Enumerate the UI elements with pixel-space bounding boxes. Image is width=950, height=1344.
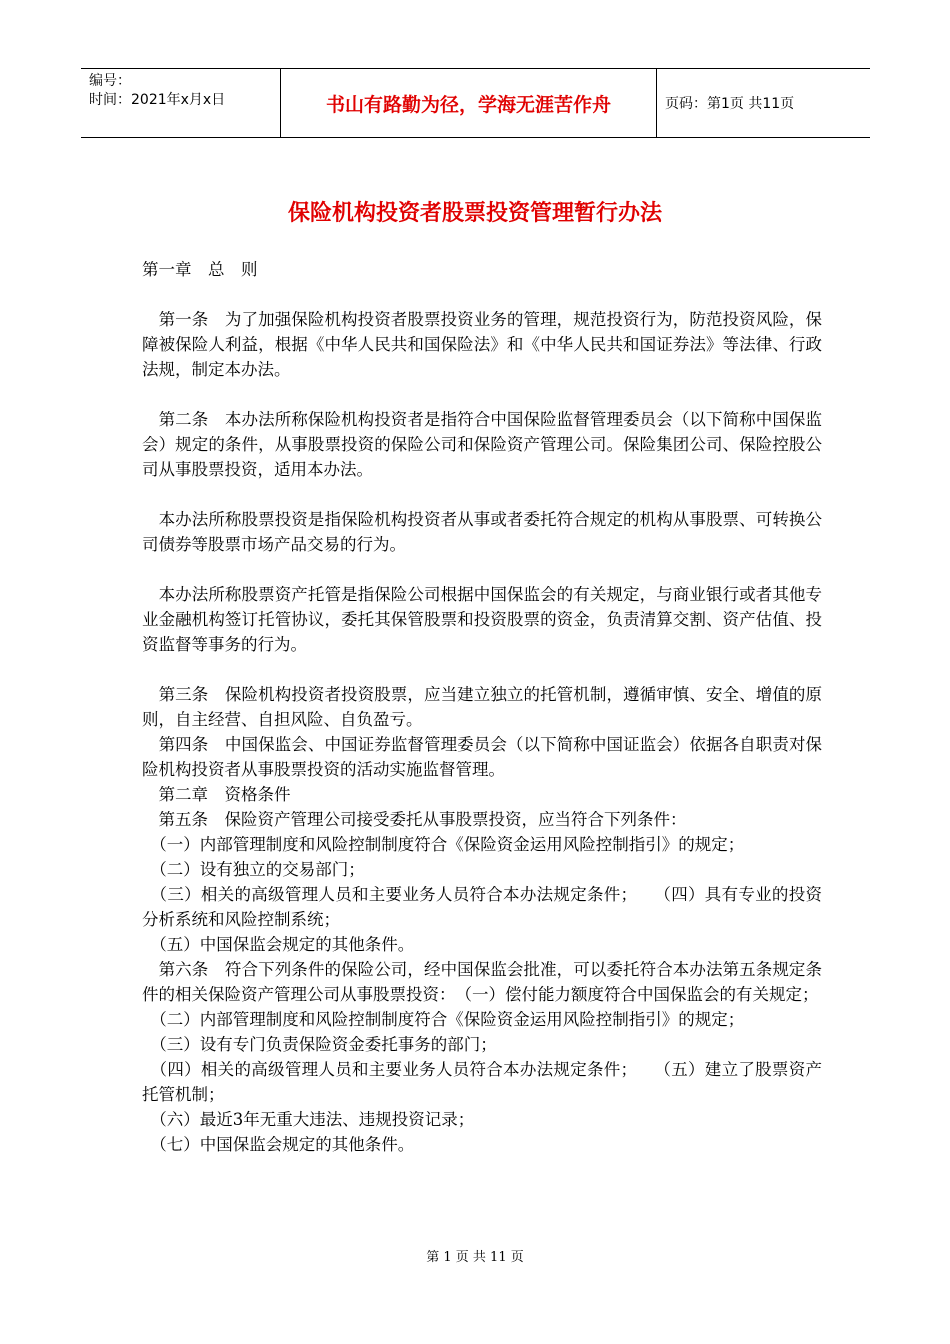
body-paragraph: 第一条 为了加强保险机构投资者股票投资业务的管理，规范投资行为，防范投资风险，保障被保险人利益，根据《中华人民共和国保险法》和《中华人民共和国证券法》等法律、行政法规，制定本办法。: [142, 310, 822, 379]
body-paragraph: （三）相关的高级管理人员和主要业务人员符合本办法规定条件； （四）具有专业的投资分析系统和风险控制系统；: [142, 885, 822, 929]
body-paragraph: （四）相关的高级管理人员和主要业务人员符合本办法规定条件； （五）建立了股票资产托管机制；: [142, 1060, 822, 1104]
document-date-label: 时间：2021年x月x日: [89, 92, 226, 108]
body-paragraph: 第五条 保险资产管理公司接受委托从事股票投资，应当符合下列条件：: [142, 810, 687, 829]
document-body: [142, 257, 822, 1157]
body-paragraph: （六）最近3年无重大违法、违规投资记录；: [142, 1110, 475, 1129]
body-paragraph: （一）内部管理制度和风险控制制度符合《保险资金运用风险控制指引》的规定；: [142, 835, 745, 854]
header-meta: [81, 69, 281, 137]
body-paragraph: （二）设有独立的交易部门；: [142, 860, 365, 879]
body-paragraph: （二）内部管理制度和风险控制制度符合《保险资金运用风险控制指引》的规定；: [142, 1010, 745, 1029]
paragraph-spacer: [142, 557, 822, 582]
body-paragraph: 本办法所称股票投资是指保险机构投资者从事或者委托符合规定的机构从事股票、可转换公司债券等股票市场产品交易的行为。: [142, 510, 822, 554]
body-paragraph: 第三条 保险机构投资者投资股票，应当建立独立的托管机制，遵循审慎、安全、增值的原则，自主经营、自担风险、自负盈亏。: [142, 685, 822, 729]
body-paragraph: 第一章 总 则: [142, 260, 258, 279]
header-page-info: 页码：第1页 共11页: [665, 96, 795, 112]
body-paragraph: （七）中国保监会规定的其他条件。: [142, 1135, 415, 1154]
page-header: [81, 68, 870, 138]
paragraph-spacer: [142, 657, 822, 682]
document-title: 保险机构投资者股票投资管理暂行办法: [287, 201, 662, 226]
paragraph-spacer: [142, 282, 822, 307]
header-motto: 书山有路勤为径，学海无涯苦作舟: [281, 69, 657, 137]
body-paragraph: 本办法所称股票资产托管是指保险公司根据中国保监会的有关规定，与商业银行或者其他专业金融机构签订托管协议，委托其保管股票和投资股票的资金，负责清算交割、资产估值、投资监督等事务的行为。: [142, 585, 822, 654]
page-footer: 第 1 页 共 11 页: [426, 1250, 524, 1265]
body-paragraph: （五）中国保监会规定的其他条件。: [142, 935, 415, 954]
body-paragraph: 第四条 中国保监会、中国证券监督管理委员会（以下简称中国证监会）依据各自职责对保险机构投资者从事股票投资的活动实施监督管理。: [142, 735, 822, 779]
body-paragraph: （三）设有专门负责保险资金委托事务的部门；: [142, 1035, 497, 1054]
document-number-label: 编号：: [89, 73, 131, 89]
body-paragraph: 第二条 本办法所称保险机构投资者是指符合中国保险监督管理委员会（以下简称中国保监会）规定的条件，从事股票投资的保险公司和保险资产管理公司。保险集团公司、保险控股公司从事股票投资，适用本办法。: [142, 410, 822, 479]
body-paragraph: 第六条 符合下列条件的保险公司，经中国保监会批准，可以委托符合本办法第五条规定条件的相关保险资产管理公司从事股票投资： （一）偿付能力额度符合中国保监会的有关规定；: [142, 960, 822, 1004]
paragraph-spacer: [142, 482, 822, 507]
paragraph-spacer: [142, 382, 822, 407]
body-paragraph: 第二章 资格条件: [142, 785, 291, 804]
